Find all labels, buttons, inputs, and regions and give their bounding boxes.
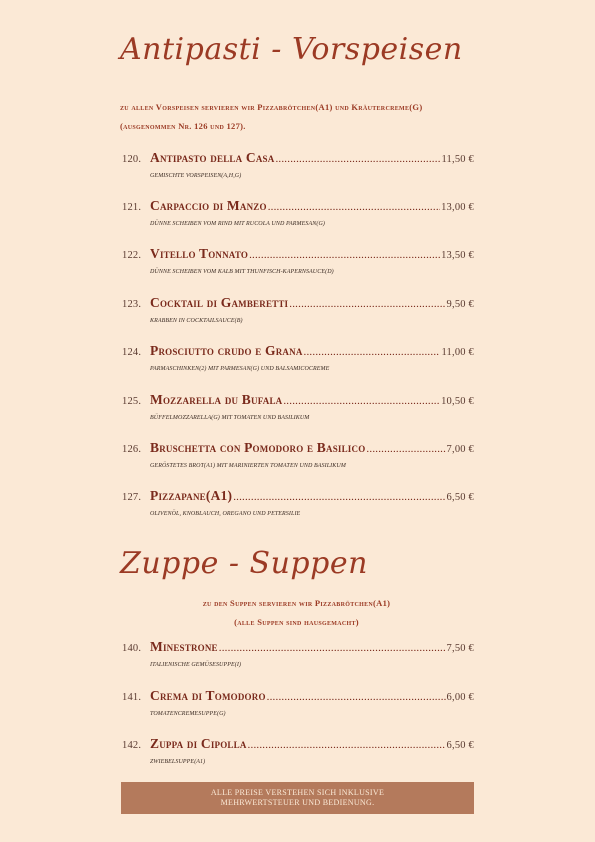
menu-item <box>122 150 474 179</box>
item-price: 6,00 € <box>446 692 474 703</box>
intro-line-2: (ausgenommen Nr. 126 und 127). <box>120 121 246 131</box>
menu-item-line <box>122 736 474 752</box>
item-number: 126. <box>122 444 142 455</box>
dot-leader <box>304 346 441 358</box>
price-notice-line-2: MEHRWERTSTEUER UND BEDIENUNG. <box>220 798 375 807</box>
item-price: 13,00 € <box>441 202 474 213</box>
menu-item <box>122 198 474 227</box>
item-price: 7,00 € <box>446 444 474 455</box>
menu-item <box>122 488 474 517</box>
item-number: 120. <box>122 154 142 165</box>
item-description: OLIVENÖL, KNOBLAUCH, OREGANO UND PETERSILIE <box>150 511 301 517</box>
item-price: 6,50 € <box>446 740 474 751</box>
item-description: GEMISCHTE VORSPEISEN(A,H,G) <box>150 173 242 179</box>
intro-line-1: zu allen Vorspeisen servieren wir Pizzabrötchen(A1) und Kräutercreme(G) <box>120 102 423 112</box>
menu-item-line <box>122 639 474 655</box>
intro-line-2: (alle Suppen sind hausgemacht) <box>234 617 359 627</box>
item-description: ITALIENISCHE GEMÜSESUPPE(I) <box>150 662 242 668</box>
menu-item <box>122 343 474 372</box>
item-name: Vitello Tonnato <box>150 246 249 261</box>
item-number: 124. <box>122 347 142 358</box>
dot-leader <box>248 739 446 751</box>
menu-item <box>122 639 474 668</box>
price-notice-line-1: ALLE PREISE VERSTEHEN SICH INKLUSIVE <box>210 788 385 797</box>
menu-item-line <box>122 295 474 311</box>
item-number: 142. <box>122 740 142 751</box>
dot-leader <box>219 642 446 654</box>
menu-item-line <box>122 343 474 359</box>
item-description: BÜFFELMOZZARELLA(G) MIT TOMATEN UND BASILIKUM <box>150 415 310 421</box>
item-description: TOMATENCREMESUPPE(G) <box>150 711 226 717</box>
item-number: 121. <box>122 202 142 213</box>
price-notice-banner <box>121 782 474 814</box>
section-title-antipasti: Antipasti - Vorspeisen <box>120 32 463 67</box>
menu-item-line <box>122 198 474 214</box>
item-name: Mozzarella du Bufala <box>150 392 283 407</box>
menu-item-line <box>122 488 474 504</box>
item-number: 122. <box>122 250 142 261</box>
dot-leader <box>233 491 445 503</box>
item-price: 7,50 € <box>446 643 474 654</box>
item-name: Bruschetta con Pomodoro e Basilico <box>150 440 366 455</box>
item-number: 125. <box>122 396 142 407</box>
section-intro-antipasti <box>120 102 422 131</box>
item-name: Prosciutto crudo e Grana <box>150 343 303 358</box>
item-name: Crema di Tomodoro <box>150 688 266 703</box>
dot-leader <box>289 298 445 310</box>
section-intro-zuppe <box>120 598 473 627</box>
menu-item <box>122 736 474 765</box>
section-title-zuppe: Zuppe - Suppen <box>120 546 368 581</box>
item-number: 140. <box>122 643 142 654</box>
item-price: 11,50 € <box>441 154 474 165</box>
menu-item <box>122 440 474 469</box>
item-description: PARMASCHINKEN(2) MIT PARMESAN(G) UND BALSAMICOCREME <box>150 366 330 372</box>
dot-leader <box>275 153 440 165</box>
item-description: KRABBEN IN COCKTAILSAUCE(B) <box>150 318 243 324</box>
menu-item-line <box>122 246 474 262</box>
menu-item <box>122 688 474 717</box>
menu-item-line <box>122 440 474 456</box>
menu-item <box>122 392 474 421</box>
item-name: Antipasto della Casa <box>150 150 275 165</box>
item-description: DÜNNE SCHEIBEN VOM KALB MIT THUNFISCH-KAPERNSAUCE(D) <box>150 269 334 275</box>
dot-leader <box>268 201 440 213</box>
item-description: GERÖSTETES BROT(A1) MIT MARINIERTEN TOMATEN UND BASILIKUM <box>150 463 346 469</box>
item-price: 9,50 € <box>446 299 474 310</box>
item-description: DÜNNE SCHEIBEN VOM RIND MIT RUCOLA UND PARMESAN(G) <box>150 221 325 227</box>
item-name: Pizzapane(A1) <box>150 488 233 503</box>
dot-leader <box>267 691 446 703</box>
item-price: 11,00 € <box>441 347 474 358</box>
item-description: ZWIEBELSUPPE(A1) <box>150 759 206 765</box>
item-number: 127. <box>122 492 142 503</box>
item-price: 10,50 € <box>441 396 474 407</box>
item-name: Minestrone <box>150 639 218 654</box>
item-number: 123. <box>122 299 142 310</box>
dot-leader <box>249 249 440 261</box>
item-price: 13,50 € <box>441 250 474 261</box>
menu-item <box>122 295 474 324</box>
menu-item-line <box>122 688 474 704</box>
item-name: Cocktail di Gamberetti <box>150 295 289 310</box>
dot-leader <box>366 443 445 455</box>
menu-item <box>122 246 474 275</box>
item-name: Zuppa di Cipolla <box>150 736 247 751</box>
menu-item-line <box>122 392 474 408</box>
menu-item-line <box>122 150 474 166</box>
item-name: Carpaccio di Manzo <box>150 198 267 213</box>
dot-leader <box>283 395 440 407</box>
item-price: 6,50 € <box>446 492 474 503</box>
intro-line-1: zu den Suppen servieren wir Pizzabrötchen(A1) <box>202 598 391 608</box>
item-number: 141. <box>122 692 142 703</box>
